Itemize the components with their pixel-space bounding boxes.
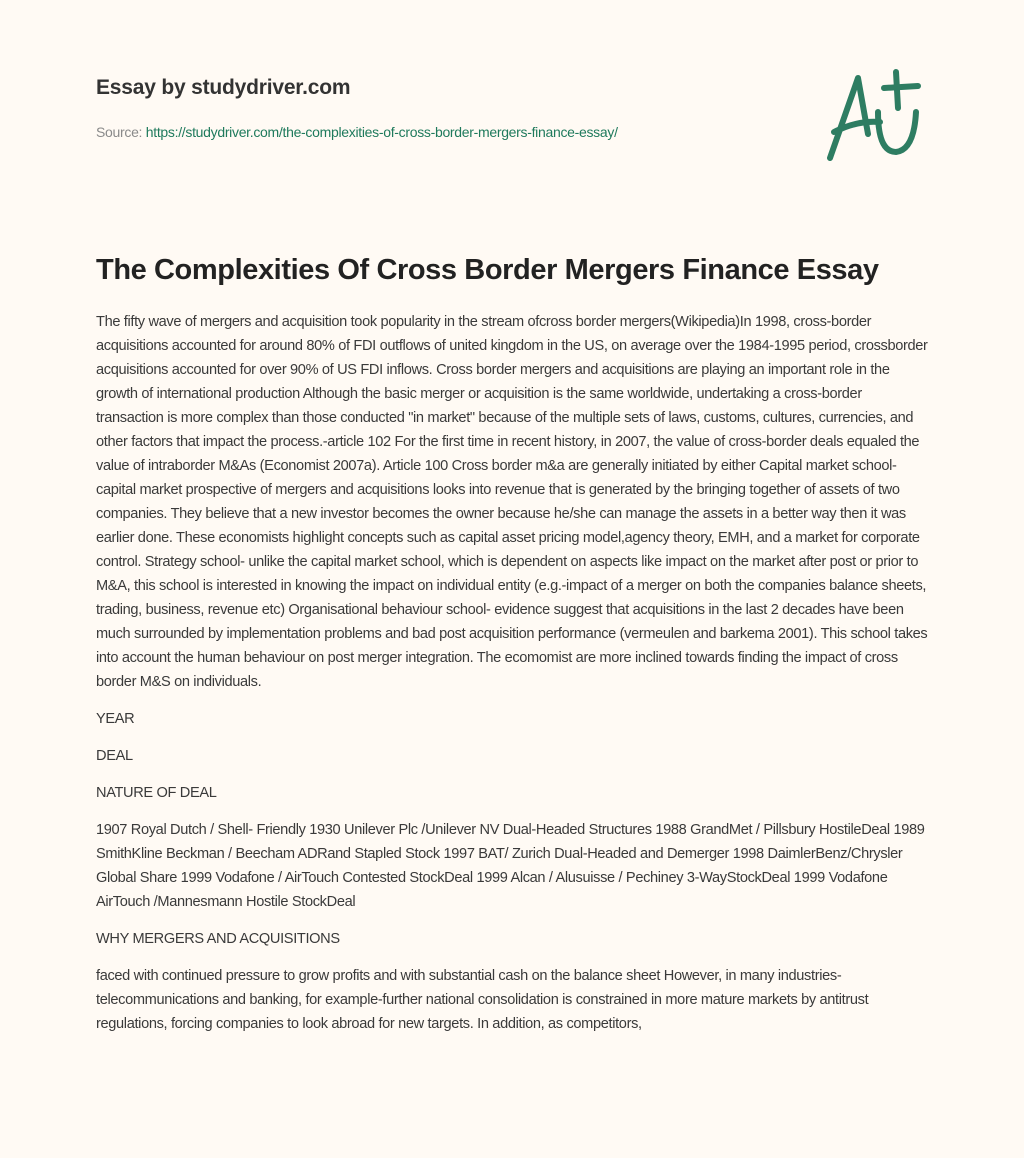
table-header-year: YEAR [96, 711, 135, 727]
paragraph-deals-list: 1907 Royal Dutch / Shell- Friendly 1930 Unilever Plc /Unilever NV Dual-Headed Structures 1988 GrandMet / Pillsbury HostileDeal 1989 SmithKline Beckman / Beecham ADRand Stapled Stock 1997 BAT/ Zurich Dual-Headed and Demerger 1998 DaimlerBenz/Chrysler Global Share 1999 Vodafone / AirTouch Contested StockDeal 1999 Alcan / Alusuisse / Pechiney 3-WayStockDeal 1999 Vodafone AirTouch /Mannesmann Hostile StockDeal [96, 822, 925, 910]
a-plus-logo-icon [818, 64, 928, 164]
section-heading-why: WHY MERGERS AND ACQUISITIONS [96, 931, 340, 947]
source-label: Source: [96, 124, 143, 140]
site-brand: Essay by studydriver.com [96, 76, 351, 99]
table-header-nature: NATURE OF DEAL [96, 785, 217, 801]
paragraph-why: faced with continued pressure to grow profits and with substantial cash on the balance sheet However, in many industries-telecommunications and banking, for example-further national consolidation is constrained in more mature markets by antitrust regulations, forcing companies to look abroad for new targets. In addition, as competitors, [96, 968, 869, 1032]
source-line [96, 124, 618, 140]
source-link[interactable]: https://studydriver.com/the-complexities-of-cross-border-mergers-finance-essay/ [145, 124, 618, 140]
article-body [96, 310, 932, 1049]
paragraph-intro: The fifty wave of mergers and acquisition took popularity in the stream ofcross border mergers(Wikipedia)In 1998, cross-border acquisitions accounted for around 80% of FDI outflows of united kingdom in the US, on average over the 1984-1995 period, crossborder acquisitions accounted for over 90% of US FDI inflows. Cross border mergers and acquisitions are playing an important role in the growth of international production Although the basic merger or acquisition is the same worldwide, undertaking a cross-border transaction is more complex than those conducted "in market" because of the multiple sets of laws, customs, cultures, currencies, and other factors that impact the process.-article 102 For the first time in recent history, in 2007, the value of cross-border deals equaled the value of intraborder M&As (Economist 2007a). Article 100 Cross border m&a are generally initiated by either Capital market school-capital market prospective of mergers and acquisitions looks into revenue that is generated by the bringing together of assets of two companies. They believe that a new investor becomes the owner because he/she can manage the assets in a better way then it was earlier done. These economists highlight concepts such as capital asset pricing model,agency theory, EMH, and a market for corporate control. Strategy school- unlike the capital market school, which is dependent on aspects like impact on the market after post or prior to M&A, this school is interested in knowing the impact on individual entity (e.g.-impact of a merger on both the companies balance sheets, trading, business, revenue etc) Organisational behaviour school- evidence suggest that acquisitions in the last 2 decades have been much surrounded by implementation problems and bad post acquisition performance (vermeulen and barkema 2001). This school takes into account the human behaviour on post merger integration. The ecomomist are more inclined towards finding the impact of cross border M&S on individuals. [96, 314, 928, 690]
table-header-deal: DEAL [96, 748, 133, 764]
page-title: The Complexities Of Cross Border Mergers Finance Essay [96, 254, 879, 286]
